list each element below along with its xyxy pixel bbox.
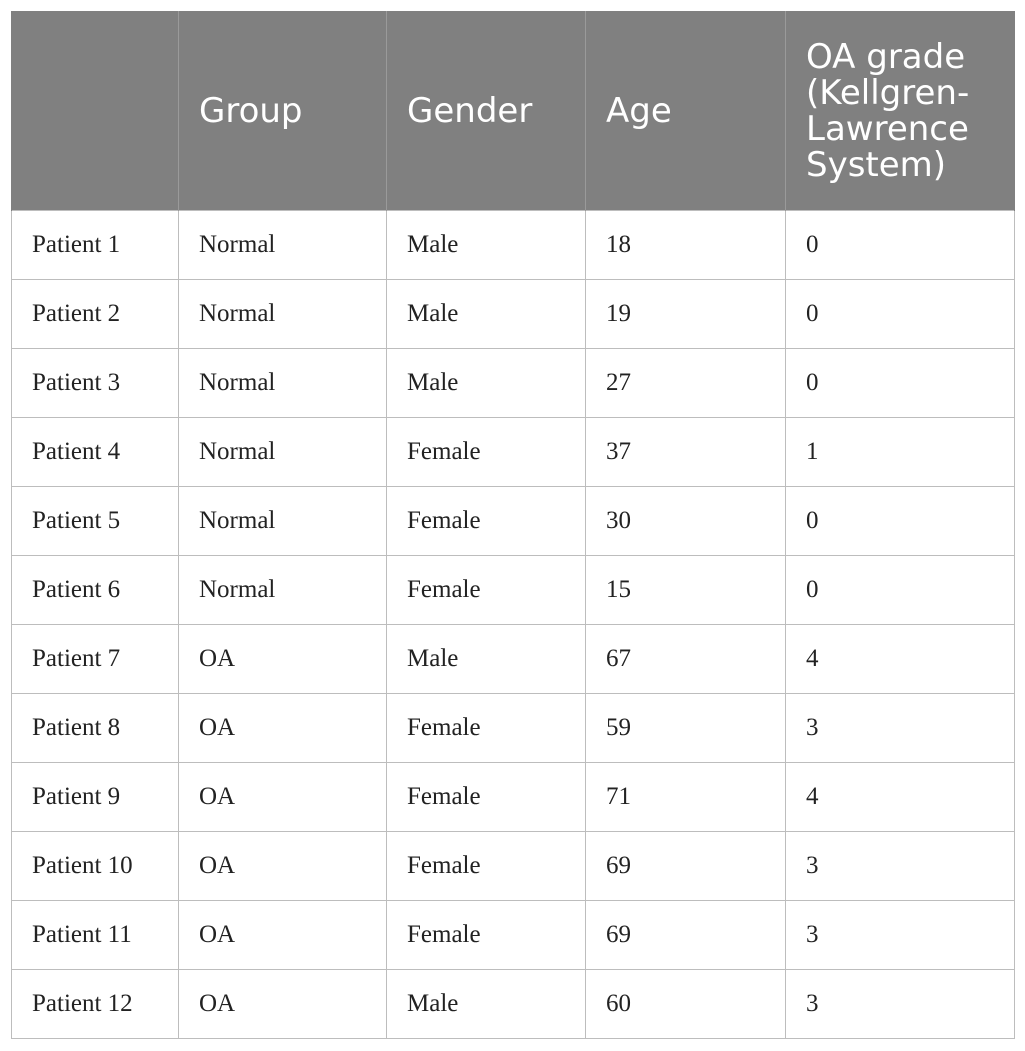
cell-oa-grade: 0 [786, 349, 1015, 418]
oa-grade-line-3: Lawrence [806, 109, 969, 149]
cell-age: 30 [586, 487, 786, 556]
header-cell-age: Age [586, 12, 786, 211]
cell-oa-grade: 3 [786, 694, 1015, 763]
oa-grade-line-2: (Kellgren- [806, 73, 970, 113]
cell-group: OA [179, 832, 387, 901]
header-cell-group: Group [179, 12, 387, 211]
cell-oa-grade: 4 [786, 625, 1015, 694]
cell-group: Normal [179, 211, 387, 280]
cell-oa-grade: 3 [786, 901, 1015, 970]
table-row [12, 280, 1015, 349]
cell-gender: Female [387, 901, 586, 970]
cell-age: 67 [586, 625, 786, 694]
patient-table [11, 11, 1015, 1039]
table-row [12, 349, 1015, 418]
cell-oa-grade: 1 [786, 418, 1015, 487]
cell-age: 60 [586, 970, 786, 1039]
cell-gender: Male [387, 625, 586, 694]
table-row [12, 763, 1015, 832]
cell-patient: Patient 2 [12, 280, 179, 349]
cell-patient: Patient 10 [12, 832, 179, 901]
cell-age: 69 [586, 832, 786, 901]
cell-patient: Patient 1 [12, 211, 179, 280]
cell-gender: Female [387, 763, 586, 832]
oa-grade-line-1: OA grade [806, 37, 966, 77]
cell-group: Normal [179, 280, 387, 349]
cell-age: 71 [586, 763, 786, 832]
table-row [12, 211, 1015, 280]
cell-oa-grade: 0 [786, 556, 1015, 625]
cell-group: OA [179, 694, 387, 763]
cell-oa-grade: 3 [786, 832, 1015, 901]
table-row [12, 694, 1015, 763]
cell-patient: Patient 12 [12, 970, 179, 1039]
cell-age: 69 [586, 901, 786, 970]
cell-oa-grade: 0 [786, 211, 1015, 280]
table-body [12, 211, 1015, 1039]
cell-gender: Female [387, 556, 586, 625]
cell-patient: Patient 5 [12, 487, 179, 556]
cell-gender: Male [387, 349, 586, 418]
cell-gender: Female [387, 487, 586, 556]
cell-group: Normal [179, 556, 387, 625]
cell-age: 37 [586, 418, 786, 487]
cell-patient: Patient 9 [12, 763, 179, 832]
cell-gender: Male [387, 280, 586, 349]
cell-oa-grade: 0 [786, 487, 1015, 556]
header-row [12, 12, 1015, 211]
cell-patient: Patient 6 [12, 556, 179, 625]
table-header [12, 12, 1015, 211]
table-row [12, 487, 1015, 556]
header-cell-gender: Gender [387, 12, 586, 211]
cell-gender: Male [387, 970, 586, 1039]
cell-group: OA [179, 625, 387, 694]
cell-age: 18 [586, 211, 786, 280]
cell-patient: Patient 7 [12, 625, 179, 694]
header-cell-oa-grade [786, 12, 1015, 211]
cell-group: Normal [179, 418, 387, 487]
cell-group: Normal [179, 349, 387, 418]
table-row [12, 970, 1015, 1039]
cell-gender: Female [387, 418, 586, 487]
cell-group: OA [179, 763, 387, 832]
cell-age: 59 [586, 694, 786, 763]
cell-group: Normal [179, 487, 387, 556]
cell-group: OA [179, 901, 387, 970]
cell-patient: Patient 11 [12, 901, 179, 970]
cell-patient: Patient 8 [12, 694, 179, 763]
cell-gender: Female [387, 832, 586, 901]
oa-grade-line-4: System) [806, 145, 947, 185]
table-row [12, 418, 1015, 487]
cell-group: OA [179, 970, 387, 1039]
cell-oa-grade: 4 [786, 763, 1015, 832]
cell-age: 15 [586, 556, 786, 625]
header-cell-patient [12, 12, 179, 211]
table-row [12, 832, 1015, 901]
table-row [12, 556, 1015, 625]
table-row [12, 625, 1015, 694]
cell-age: 19 [586, 280, 786, 349]
cell-gender: Female [387, 694, 586, 763]
cell-gender: Male [387, 211, 586, 280]
table-row [12, 901, 1015, 970]
cell-oa-grade: 3 [786, 970, 1015, 1039]
cell-patient: Patient 4 [12, 418, 179, 487]
cell-patient: Patient 3 [12, 349, 179, 418]
cell-oa-grade: 0 [786, 280, 1015, 349]
patient-table-container [11, 11, 1014, 1039]
cell-age: 27 [586, 349, 786, 418]
